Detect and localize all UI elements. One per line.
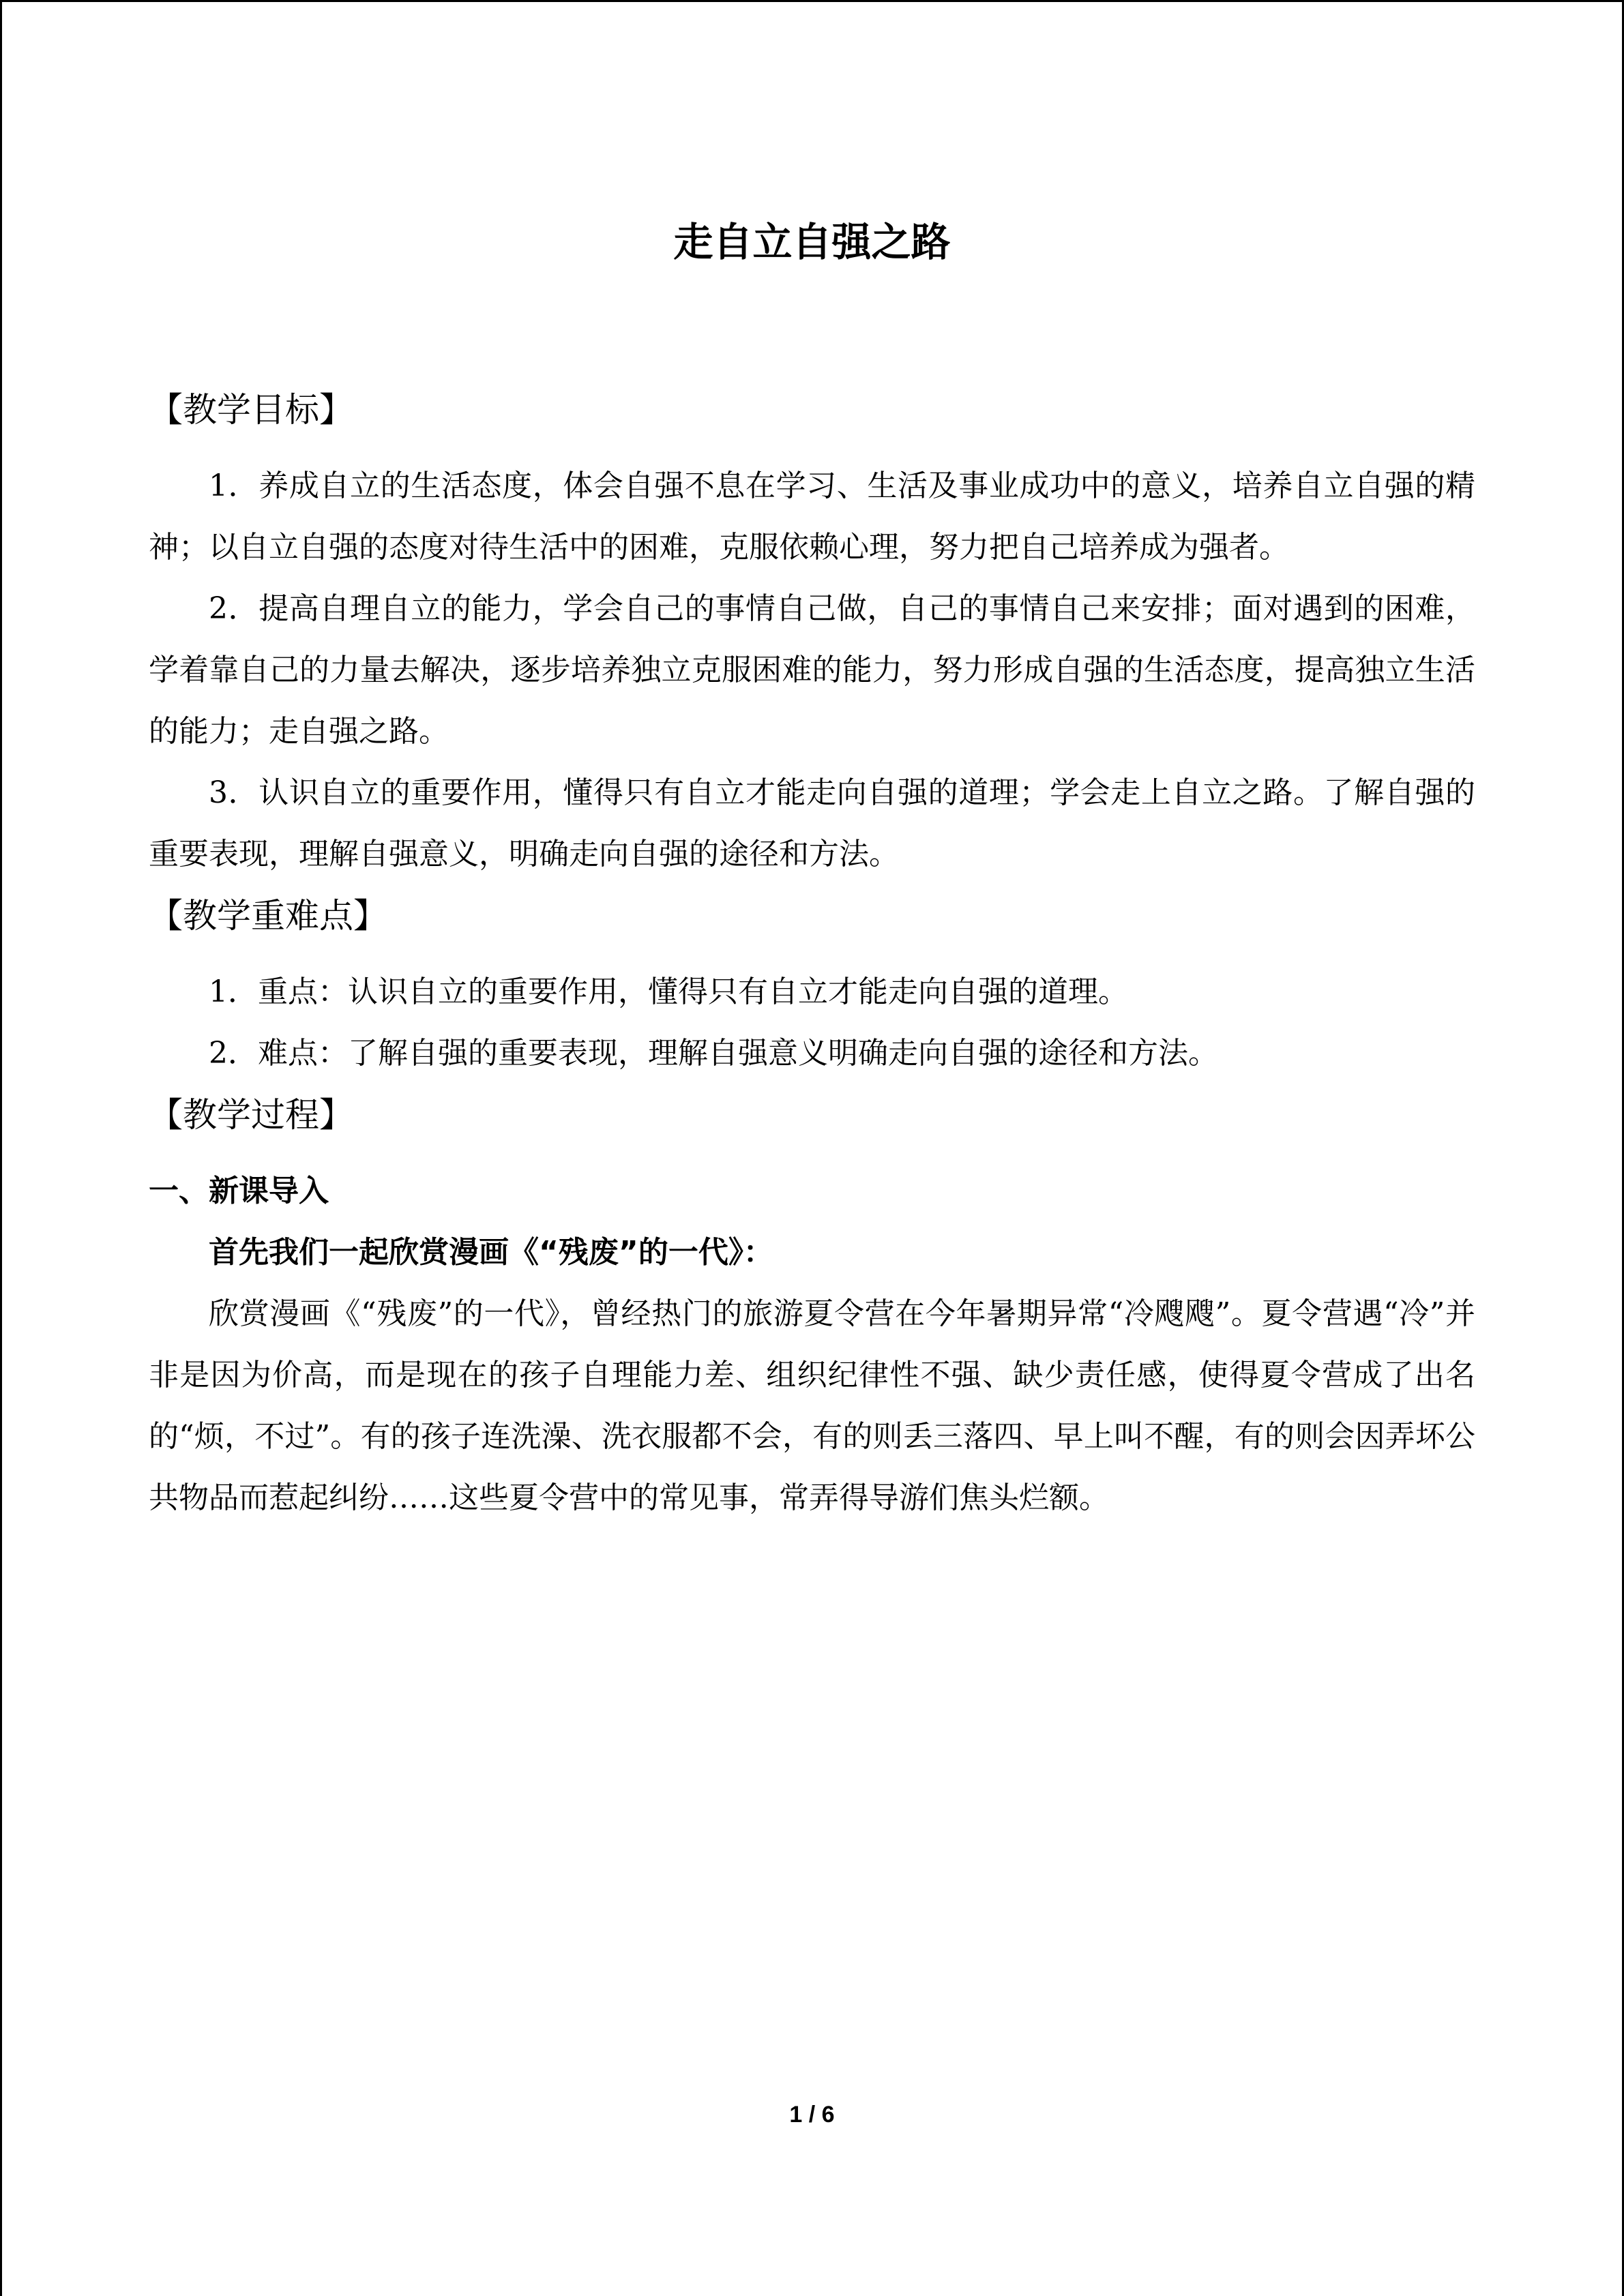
process-paragraph: 欣赏漫画《“残废”的一代》，曾经热门的旅游夏令营在今年暑期异常“冷飕飕”。夏令营遇“冷”并非是因为价高，而是现在的孩子自理能力差、组织纪律性不强、缺少责任感，使得夏令营成了出名的“烦，不过”。有的孩子连洗澡、洗衣服都不会，有的则丢三落四、早上叫不醒，有的则会因弄坏公共物品而惹起纠纷……这些夏令营中的常见事，常弄得导游们焦头烂额。: [149, 1296, 1475, 1515]
section-heading-goals: 【教学目标】: [149, 390, 353, 430]
document-title: 走自立自强之路: [673, 219, 951, 265]
key-point-item-1: 1．重点：认识自立的重要作用，懂得只有自立才能走向自强的道理。: [209, 974, 1128, 1009]
section-heading-key-points: 【教学重难点】: [149, 896, 387, 936]
goal-item-3: 3．认识自立的重要作用，懂得只有自立才能走向自强的道理；学会走上自立之路。了解自强的重要表现，理解自强意义，明确走向自强的途径和方法。: [149, 775, 1475, 871]
document-body: [149, 379, 1475, 1529]
page-indicator: 1 / 6: [789, 2102, 835, 2128]
process-lead: 首先我们一起欣赏漫画《“残废”的一代》：: [209, 1235, 773, 1270]
process-subheading: 一、新课导入: [149, 1174, 329, 1208]
section-heading-process: 【教学过程】: [149, 1095, 353, 1135]
goal-item-2: 2．提高自理自立的能力，学会自己的事情自己做，自己的事情自己来安排；面对遇到的困难，学着靠自己的力量去解决，逐步培养独立克服困难的能力，努力形成自强的生活态度，提高独立生活的能力；走自强之路。: [149, 591, 1475, 749]
goal-item-1: 1．养成自立的生活态度，体会自强不息在学习、生活及事业成功中的意义，培养自立自强的精神；以自立自强的态度对待生活中的困难，克服依赖心理，努力把自己培养成为强者。: [149, 468, 1475, 565]
key-point-item-2: 2．难点：了解自强的重要表现，理解自强意义明确走向自强的途径和方法。: [209, 1036, 1218, 1071]
